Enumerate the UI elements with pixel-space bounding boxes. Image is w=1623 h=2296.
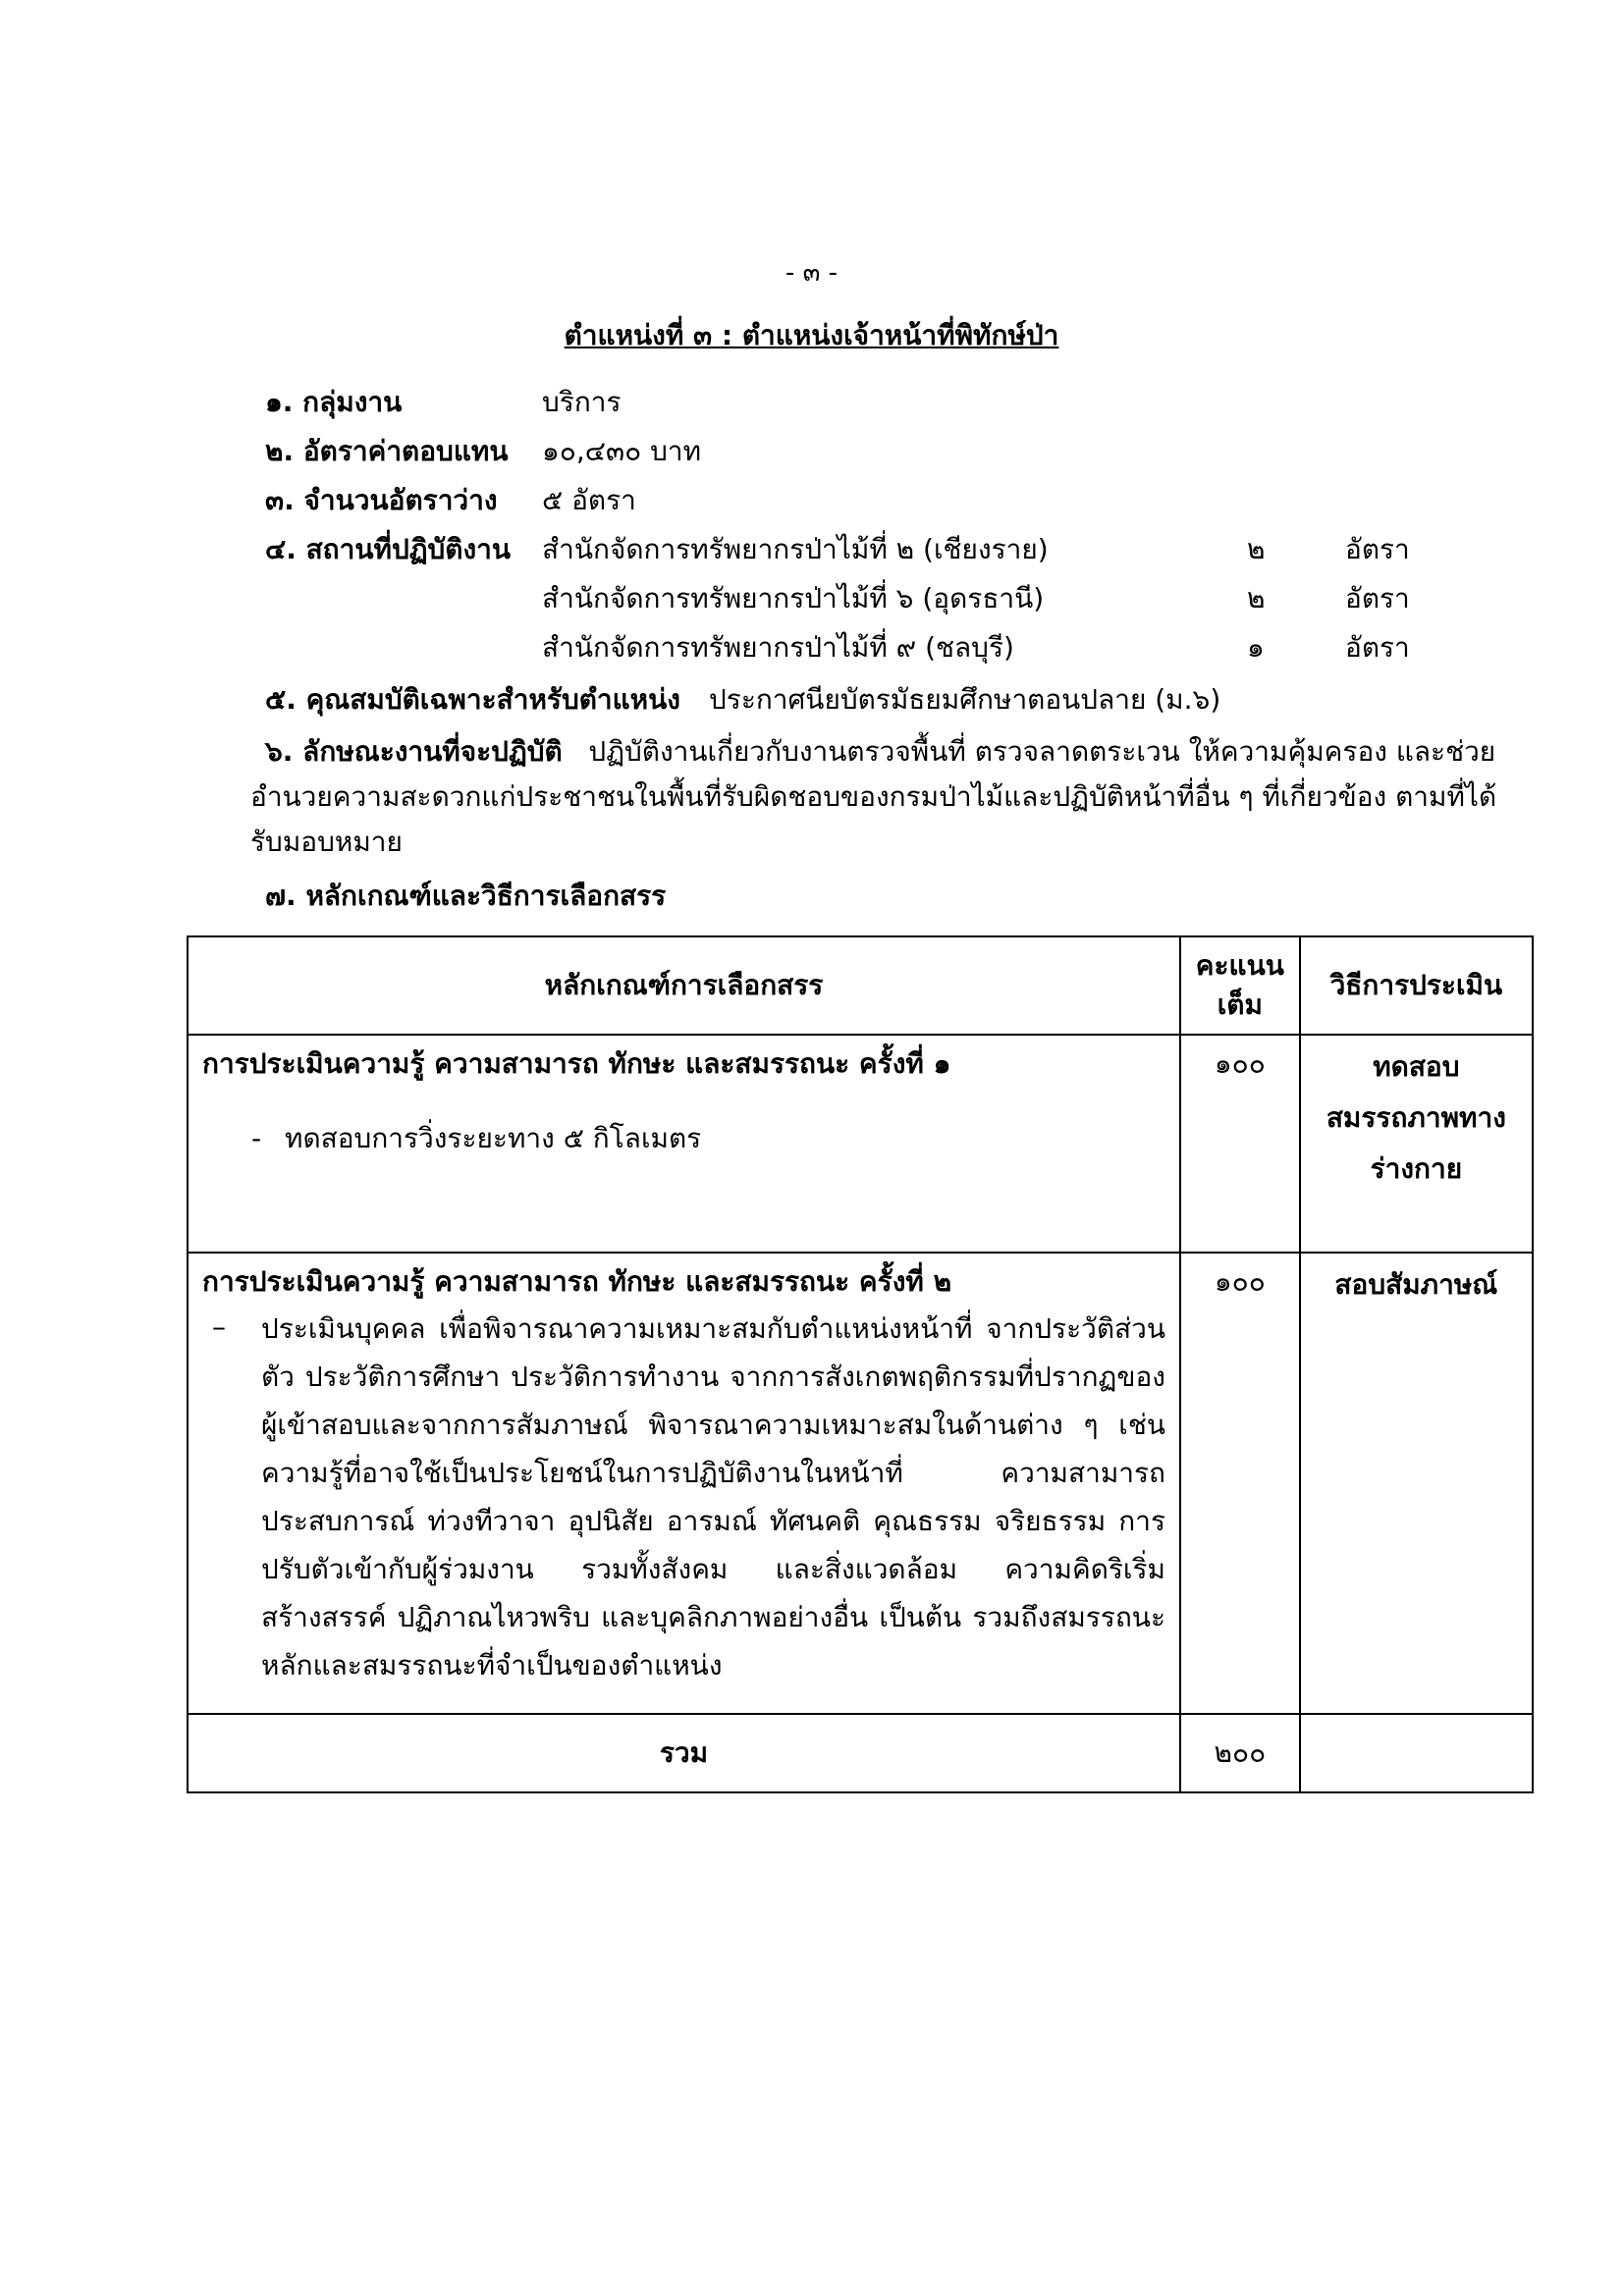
duties-text: ปฏิบัติงานเกี่ยวกับงานตรวจพื้นที่ ตรวจลาดตระเวน ให้ความคุ้มครอง และช่วยอำนวยความสะดวกแก่ประชาชนในพื้นที่รับผิดชอบของกรมป่าไม้และปฏิบัติหน้าที่อื่น ๆ ที่เกี่ยวข้อง ตามที่ได้รับมอบหมาย: [250, 735, 1497, 858]
workplace-place: สำนักจัดการทรัพยากรป่าไม้ที่ ๒ (เชียงราย): [542, 533, 1049, 565]
item-value: ๕ อัตรา: [542, 484, 636, 516]
method-cell: สอบสัมภาษณ์: [1300, 1253, 1533, 1714]
workplace-count: ๒: [1247, 582, 1266, 614]
header-method: วิธีการประเมิน: [1300, 936, 1533, 1035]
criteria-detail-text: ทดสอบการวิ่งระยะทาง ๕ กิโลเมตร: [285, 1122, 702, 1154]
workplace-count: ๒: [1247, 533, 1266, 565]
table-row: [188, 1253, 1533, 1714]
dash-bullet: -: [251, 1122, 262, 1154]
item-label: ๑. กลุ่มงาน: [265, 386, 403, 418]
item-label: ๕. คุณสมบัติเฉพาะสำหรับตำแหน่ง: [265, 683, 680, 716]
table-row: [188, 1035, 1533, 1253]
method-cell: ทดสอบสมรรถภาพทางร่างกาย: [1300, 1035, 1533, 1253]
table-total-row: [188, 1714, 1533, 1792]
dash-bullet: –: [212, 1310, 226, 1343]
position-title: ตำแหน่งที่ ๓ : ตำแหน่งเจ้าหน้าที่พิทักษ์ป่า: [564, 319, 1059, 351]
score-cell: ๑๐๐: [1180, 1253, 1300, 1714]
item-label: ๒. อัตราค่าตอบแทน: [265, 435, 509, 467]
item-value: ประกาศนียบัตรมัธยมศึกษาตอนปลาย (ม.๖): [709, 683, 1221, 716]
workplace-count: ๑: [1247, 631, 1265, 664]
item-value: ๑๐,๔๓๐ บาท: [542, 435, 702, 467]
workplace-place: สำนักจัดการทรัพยากรป่าไม้ที่ ๖ (อุดรธานี): [542, 582, 1045, 614]
total-label: รวม: [188, 1714, 1180, 1792]
item-label: ๖. ลักษณะงานที่จะปฏิบัติ: [265, 735, 563, 768]
table-header-row: [188, 936, 1533, 1035]
criteria-heading: ๗. หลักเกณฑ์และวิธีการเลือกสรร: [265, 880, 667, 912]
workplace-unit: อัตรา: [1345, 631, 1410, 664]
criteria-cell: [188, 1035, 1180, 1253]
workplace-unit: อัตรา: [1345, 533, 1410, 565]
item-value: บริการ: [542, 386, 622, 418]
total-method: [1300, 1714, 1533, 1792]
header-score: คะแนนเต็ม: [1180, 936, 1300, 1035]
criteria-table: [187, 935, 1534, 1793]
item-label: ๓. จำนวนอัตราว่าง: [265, 484, 498, 516]
workplace-unit: อัตรา: [1345, 582, 1410, 614]
criteria-detail-text: ประเมินบุคคล เพื่อพิจารณาความเหมาะสมกับตำแหน่งหน้าที่ จากประวัติส่วนตัว ประวัติการศึกษา ประวัติการทำงาน จากการสังเกตพฤติกรรมที่ปรากฏของผู้เข้าสอบและจากการสัมภาษณ์ พิจารณาความเหมาะสมในด้านต่าง ๆ เช่น ความรู้ที่อาจใช้เป็นประโยชน์ในการปฏิบัติงานในหน้าที่ ความสามารถ ประสบการณ์ ท่วงทีวาจา อุปนิสัย อารมณ์ ทัศนคติ คุณธรรม จริยธรรม การปรับตัวเข้ากับผู้ร่วมงาน รวมทั้งสังคม และสิ่งแวดล้อม ความคิดริเริ่มสร้างสรรค์ ปฏิภาณไหวพริบ และบุคลิกภาพอย่างอื่น เป็นต้น รวมถึงสมรรถนะหลักและสมรรถนะที่จำเป็นของตำแหน่ง: [261, 1312, 1165, 1682]
criteria-title: การประเมินความรู้ ความสามารถ ทักษะ และสมรรถนะ ครั้งที่ ๑: [202, 1047, 951, 1080]
item-duties: [250, 729, 1507, 865]
total-score: ๒๐๐: [1180, 1714, 1300, 1792]
criteria-cell: [188, 1253, 1180, 1714]
page-number: - ๓ -: [784, 258, 839, 288]
header-criteria: หลักเกณฑ์การเลือกสรร: [188, 936, 1180, 1035]
score-cell: ๑๐๐: [1180, 1035, 1300, 1253]
criteria-detail: [202, 1116, 1165, 1161]
workplace-place: สำนักจัดการทรัพยากรป่าไม้ที่ ๙ (ชลบุรี): [542, 631, 1014, 664]
criteria-detail: [202, 1305, 1165, 1689]
criteria-title: การประเมินความรู้ ความสามารถ ทักษะ และสมรรถนะ ครั้งที่ ๒: [202, 1265, 952, 1298]
item-label: ๔. สถานที่ปฏิบัติงาน: [265, 533, 512, 565]
